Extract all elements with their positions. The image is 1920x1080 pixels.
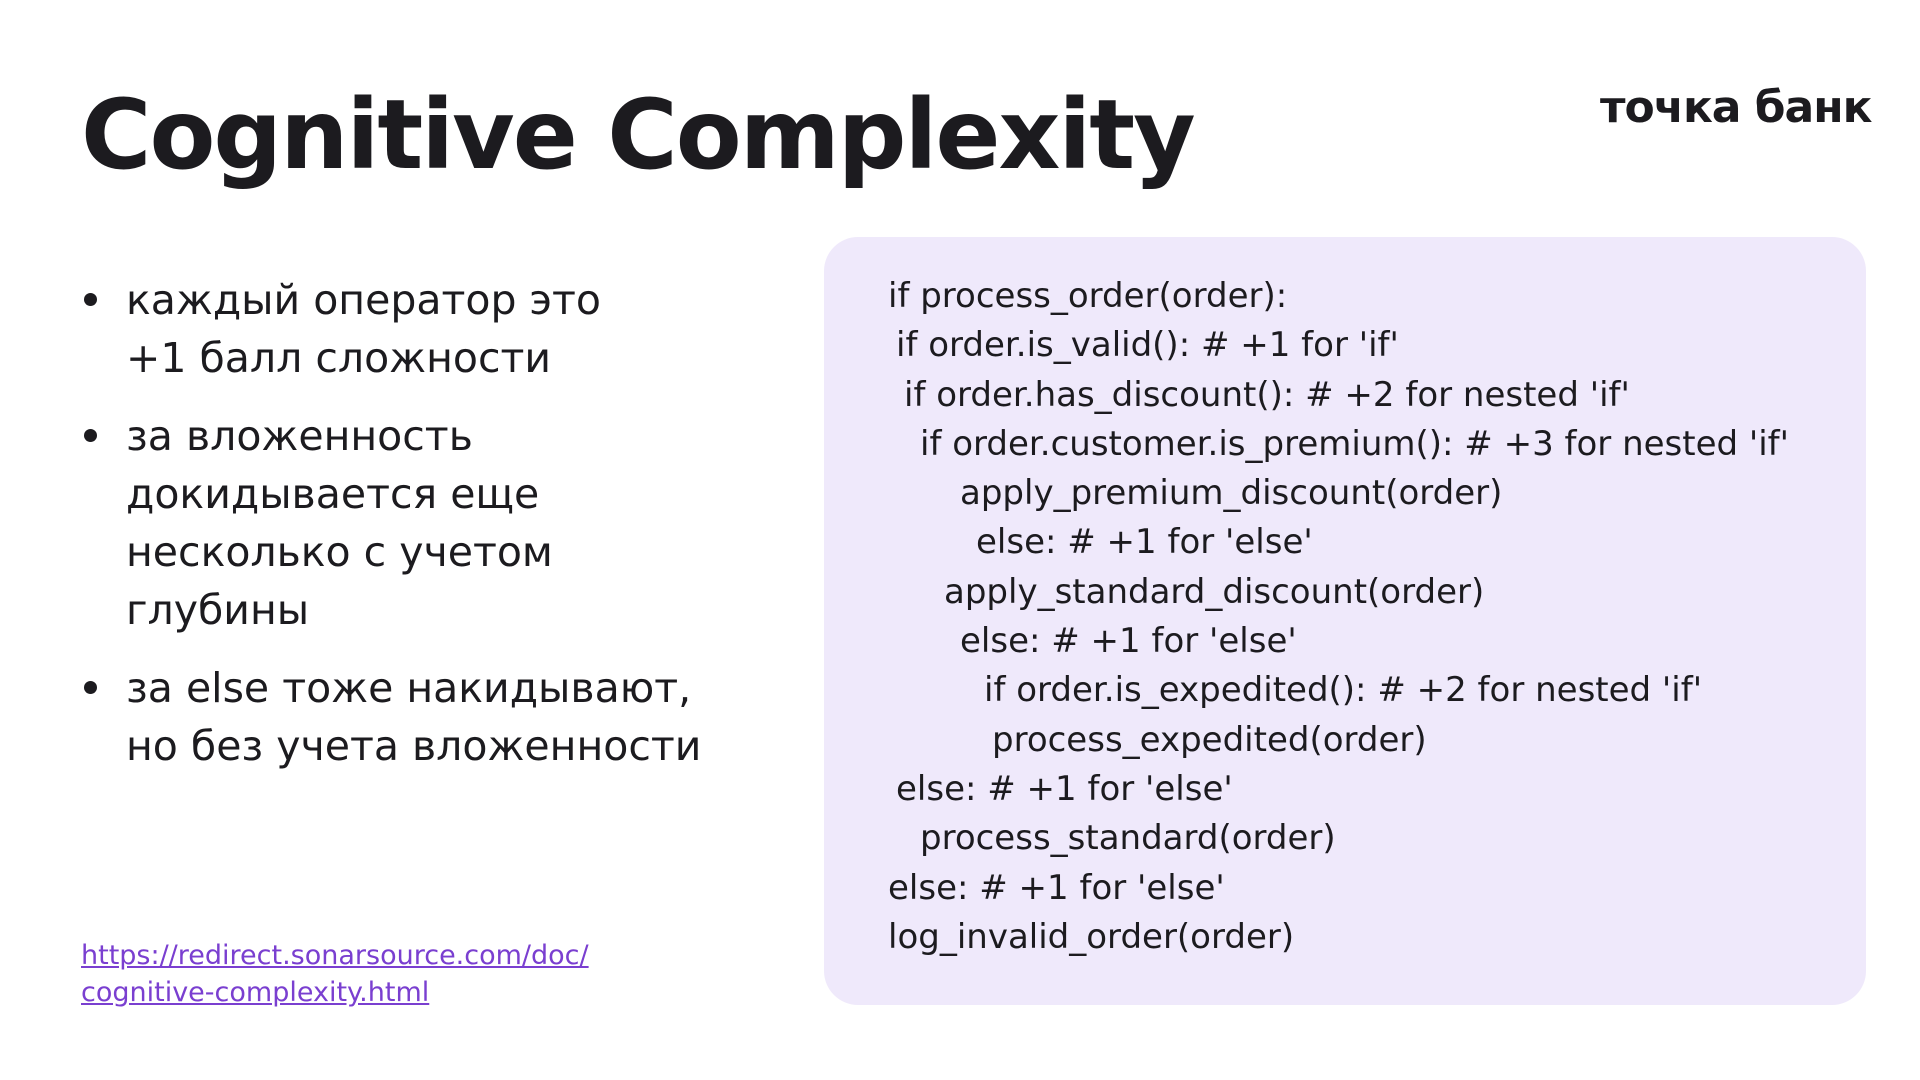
- bullet-line: но без учета вложенности: [126, 722, 702, 770]
- bullet-item: [80, 407, 720, 639]
- bullet-item: [80, 659, 720, 775]
- code-line: process_expedited(order): [992, 719, 1427, 760]
- code-block: [888, 272, 1789, 962]
- code-line: else: # +1 for 'else': [888, 867, 1225, 908]
- code-line: if process_order(order):: [888, 276, 1288, 316]
- bullet-dot-icon: [84, 681, 97, 694]
- code-panel: [824, 237, 1866, 1005]
- bullet-line: каждый оператор это: [126, 276, 601, 324]
- code-line: apply_standard_discount(order): [944, 571, 1485, 612]
- bullet-line: за else тоже накидывают,: [126, 664, 692, 712]
- bullet-dot-icon: [84, 293, 97, 306]
- code-line: apply_premium_discount(order): [960, 473, 1503, 514]
- code-line: if order.is_expedited(): # +2 for nested 'if': [984, 670, 1703, 711]
- slide-title: Cognitive Complexity: [81, 79, 1194, 191]
- bullet-line: за вложенность: [126, 412, 473, 460]
- code-line: else: # +1 for 'else': [896, 768, 1233, 809]
- code-line: if order.is_valid(): # +1 for 'if': [896, 325, 1399, 366]
- bullet-line: глубины: [126, 586, 310, 634]
- bullet-line: докидывается еще: [126, 470, 540, 518]
- bullet-item: [80, 271, 720, 387]
- code-line: log_invalid_order(order): [888, 916, 1295, 957]
- bullet-list: [80, 271, 720, 795]
- code-line: else: # +1 for 'else': [976, 522, 1313, 563]
- brand-logo: точка банк: [1600, 82, 1872, 133]
- code-line: else: # +1 for 'else': [960, 621, 1297, 662]
- code-line: process_standard(order): [920, 818, 1336, 859]
- bullet-dot-icon: [84, 429, 97, 442]
- bullet-line: несколько с учетом: [126, 528, 553, 576]
- source-link-line: https://redirect.sonarsource.com/doc/: [81, 940, 589, 971]
- bullet-line: +1 балл сложности: [126, 334, 552, 382]
- source-link[interactable]: [81, 937, 701, 1011]
- source-link-line: cognitive-complexity.html: [81, 977, 430, 1008]
- code-line: if order.customer.is_premium(): # +3 for nested 'if': [920, 423, 1789, 464]
- code-line: if order.has_discount(): # +2 for nested 'if': [904, 374, 1630, 415]
